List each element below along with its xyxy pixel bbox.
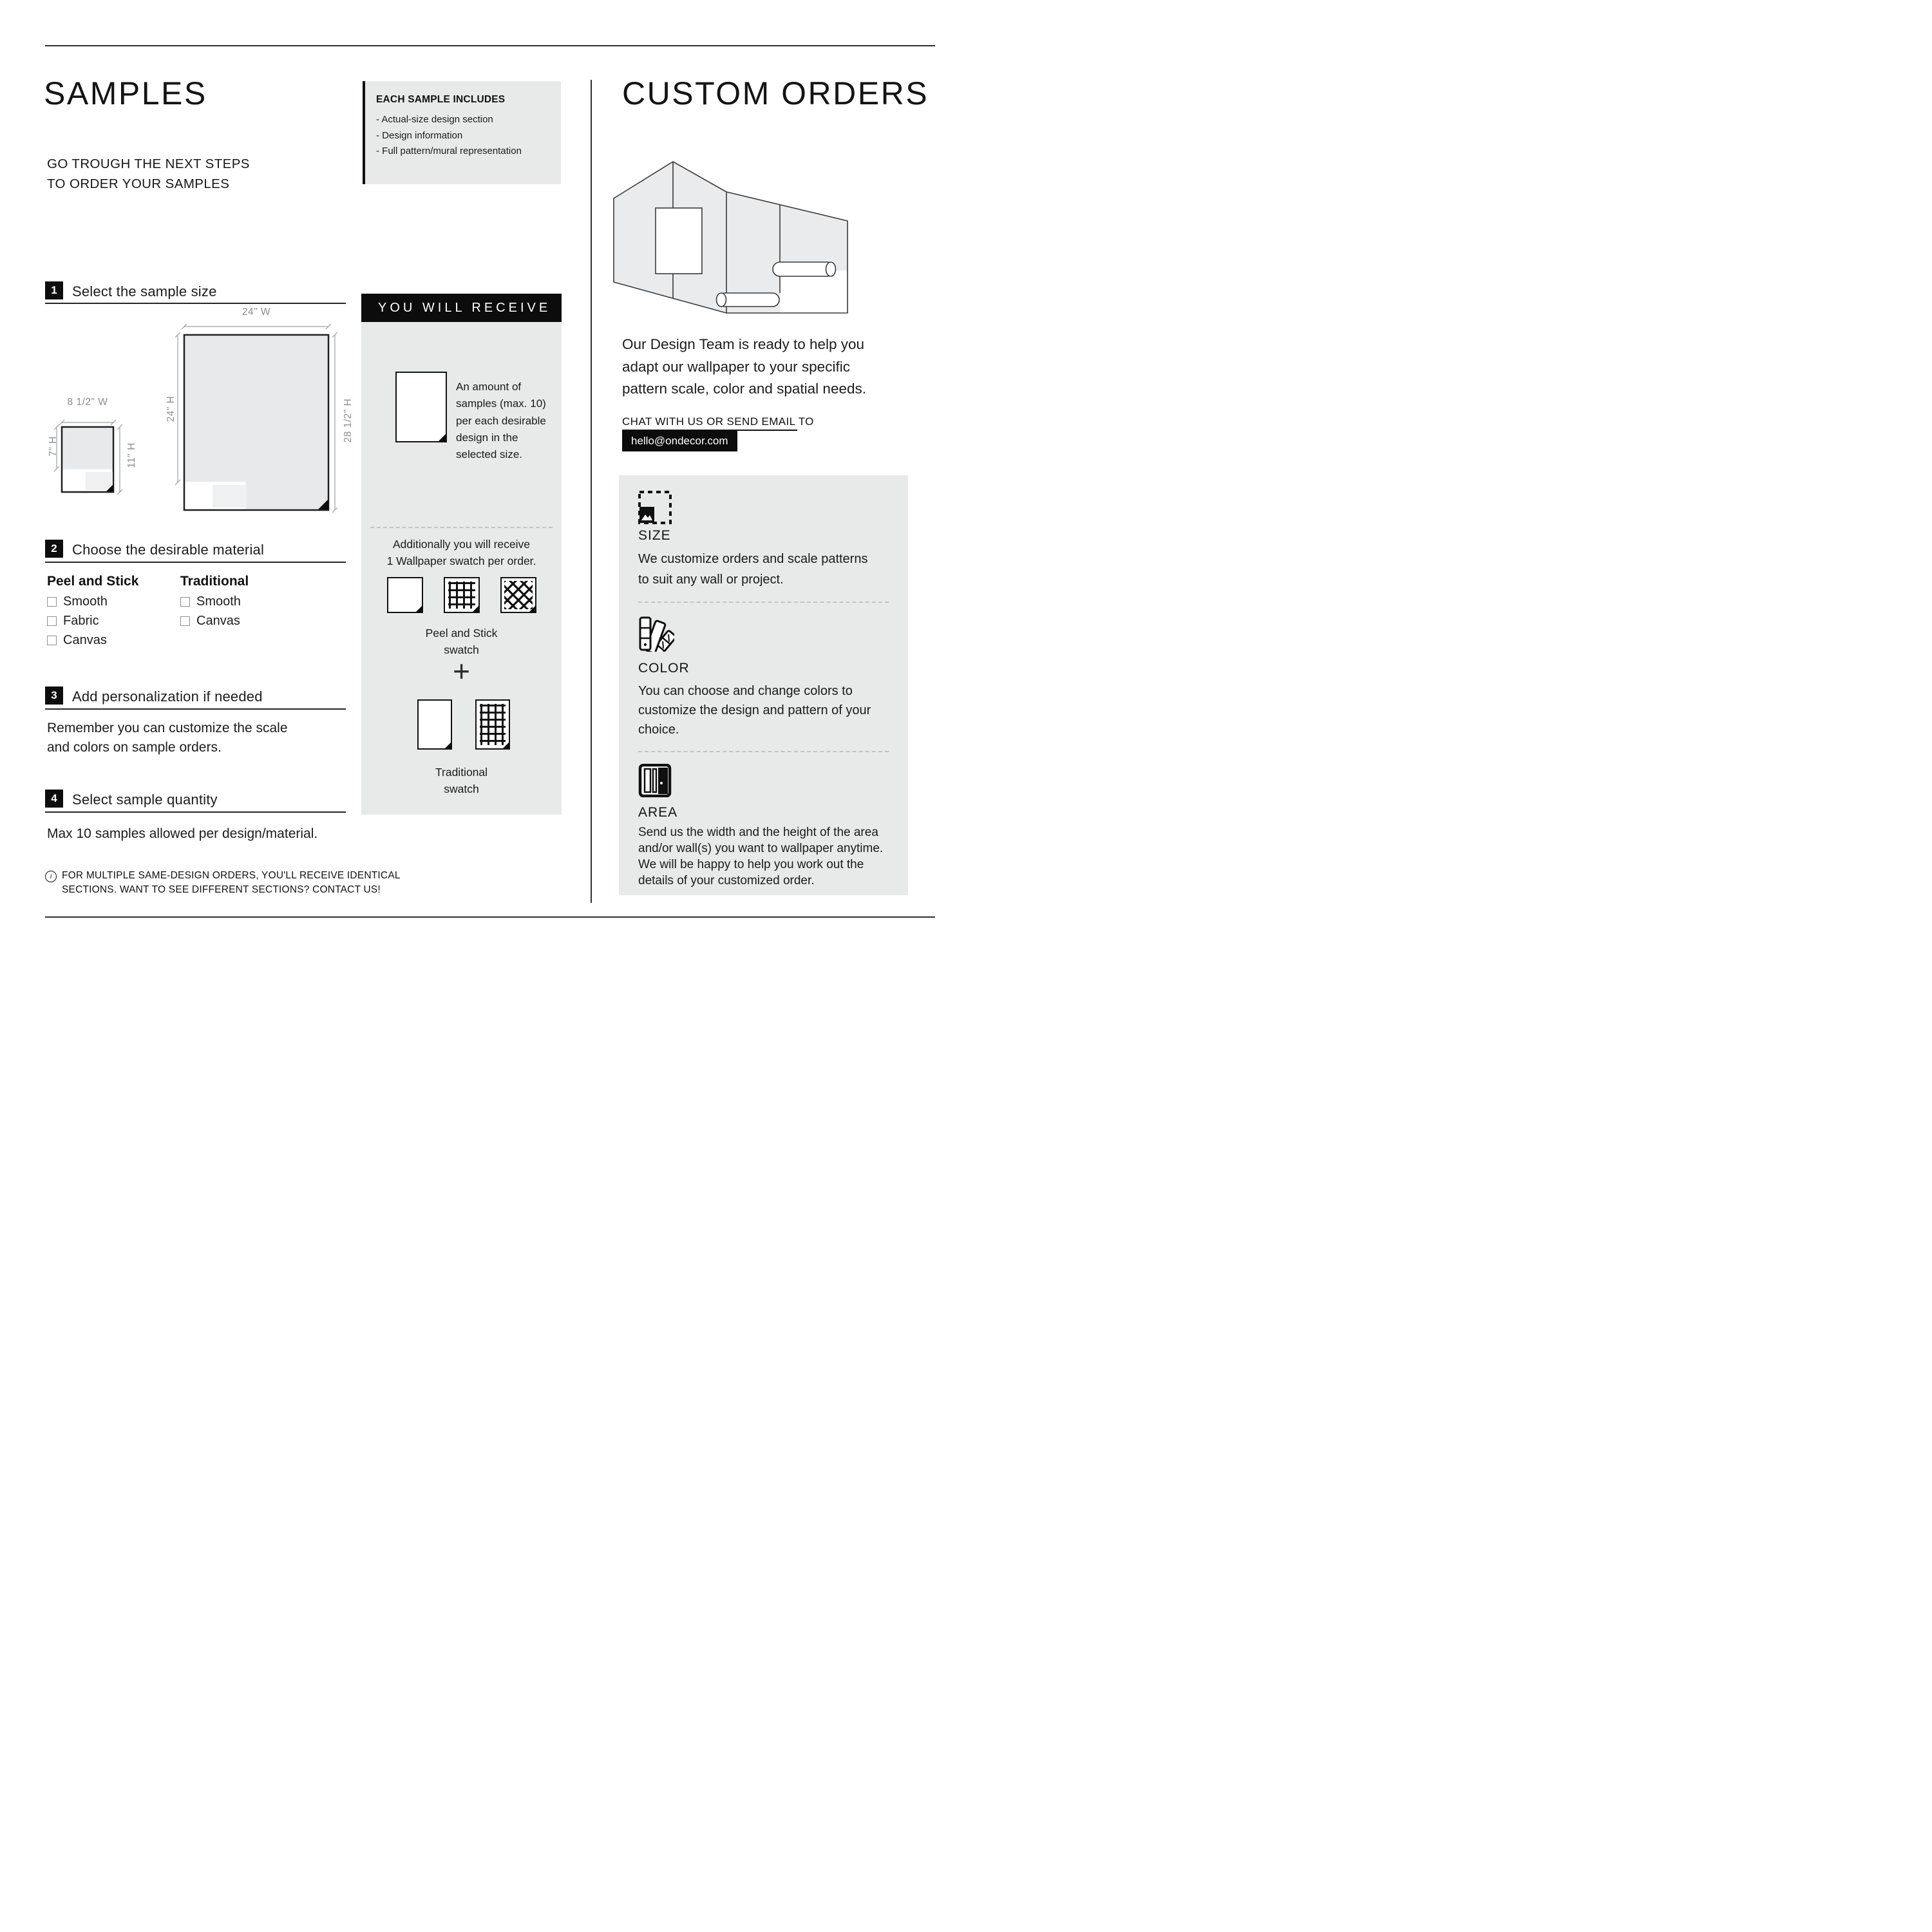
large-width-label: 24" W (242, 307, 271, 317)
column-divider (591, 80, 592, 903)
checkbox[interactable] (180, 597, 190, 607)
peel-and-stick-heading: Peel and Stick (47, 574, 139, 589)
step-4-underline (45, 811, 346, 813)
panel-dashed-divider (638, 601, 889, 603)
custom-intro-line2: adapt our wallpaper to your specific (622, 358, 850, 375)
plus-icon: + (453, 654, 470, 688)
custom-orders-panel (619, 475, 908, 895)
custom-intro-line3: pattern scale, color and spatial needs. (622, 381, 866, 397)
checkbox-label: Smooth (196, 594, 241, 609)
includes-heading: EACH SAMPLE INCLUDES (376, 94, 506, 105)
step-1-label: Select the sample size (72, 283, 217, 299)
grid-pattern (448, 582, 475, 609)
step-2-underline (45, 562, 346, 563)
grid-traditional-swatch-icon (475, 699, 510, 750)
step-3-text-line1: Remember you can customize the scale (47, 721, 288, 735)
grid-pattern (480, 704, 506, 745)
step-3-label: Add personalization if needed (72, 688, 263, 705)
traditional-option-canvas (180, 614, 240, 629)
folded-corner-icon (472, 605, 479, 612)
house-wallpaper-illustration (613, 161, 849, 314)
area-text-line3: We will be happy to help you work out the (638, 858, 864, 871)
bottom-rule (45, 916, 935, 918)
checkbox-label: Canvas (196, 614, 240, 628)
folded-corner-icon (444, 742, 451, 749)
step-4-text: Max 10 samples allowed per design/material. (47, 826, 318, 841)
chat-label: CHAT WITH US OR SEND EMAIL TO (622, 415, 814, 428)
grid-swatch-icon (444, 577, 480, 613)
checkbox[interactable] (47, 597, 57, 607)
size-text-line1: We customize orders and scale patterns (638, 552, 868, 566)
additionally-line1: Additionally you will receive (392, 538, 531, 551)
checkbox[interactable] (47, 636, 57, 645)
checkbox-label: Canvas (63, 633, 107, 647)
size-text (638, 549, 867, 590)
custom-orders-title: CUSTOM ORDERS (622, 75, 929, 111)
footnote-line2: SECTIONS. WANT TO SEE DIFFERENT SECTIONS? CONTACT US! (62, 884, 381, 895)
crosshatch-swatch-icon (500, 577, 536, 613)
additionally-line2: 1 Wallpaper swatch per order. (386, 554, 536, 567)
area-text-line4: details of your customized order. (638, 874, 815, 887)
amount-text: An amount of samples (max. 10) per each desirable design in the selected size. (456, 381, 546, 461)
plain-swatch-icon (387, 577, 423, 613)
custom-intro-line1: Our Design Team is ready to help you (622, 336, 865, 352)
checkbox-label: Smooth (63, 594, 108, 609)
color-text (638, 681, 871, 739)
includes-item: - Full pattern/mural representation (376, 146, 522, 156)
size-crop-icon (638, 491, 672, 524)
area-text-line2: and/or wall(s) you want to wallpaper anytime. (638, 842, 884, 855)
step-3-text-line2: and colors on sample orders. (47, 740, 222, 755)
area-heading: AREA (638, 805, 678, 820)
poster-page (0, 0, 966, 966)
each-sample-includes-box (363, 81, 561, 184)
step-1-number (45, 281, 63, 299)
samples-title: SAMPLES (44, 75, 207, 111)
peel-swatch-label-line1: Peel and Stick (425, 627, 498, 639)
step-3-underline (45, 708, 346, 710)
small-height-left-label: 7" H (48, 436, 59, 457)
additionally-text (361, 536, 562, 569)
peel-swatch-label-line2: swatch (444, 643, 479, 656)
includes-item: - Design information (376, 129, 463, 141)
sample-page-icon (395, 372, 447, 442)
large-height-right-label: 28 1/2" H (343, 398, 354, 443)
email-address[interactable]: hello@ondecor.com (622, 431, 737, 451)
large-sample-drawing (165, 318, 365, 527)
color-text-line1: You can choose and change colors to (638, 684, 853, 698)
traditional-swatch-label-line1: Traditional (435, 766, 488, 779)
subtitle-line1: GO TROUGH THE NEXT STEPS (47, 156, 250, 171)
step-1-number-text: 1 (51, 284, 57, 296)
step-4-number (45, 790, 63, 808)
checkbox-label: Fabric (63, 614, 99, 628)
color-swatches-icon (638, 616, 674, 652)
samples-subtitle (47, 155, 250, 194)
you-will-receive-panel (361, 322, 562, 815)
peel-option-smooth (47, 594, 108, 609)
subtitle-line2: TO ORDER YOUR SAMPLES (47, 176, 230, 191)
step-4-number-text: 4 (51, 792, 57, 804)
folded-corner-icon (415, 605, 422, 612)
traditional-option-smooth (180, 594, 241, 609)
top-rule (45, 45, 935, 46)
small-height-right-label: 11" H (126, 442, 137, 468)
small-width-label: 8 1/2" W (67, 397, 108, 408)
size-heading: SIZE (638, 528, 671, 543)
you-will-receive-banner: YOU WILL RECEIVE (361, 294, 562, 322)
panel-dashed-divider (638, 751, 889, 752)
traditional-swatch-label-line2: swatch (444, 782, 479, 795)
traditional-heading: Traditional (180, 574, 249, 589)
peel-option-fabric (47, 614, 99, 629)
step-3-text (47, 719, 288, 757)
color-heading: COLOR (638, 661, 690, 676)
size-text-line2: to suit any wall or project. (638, 573, 784, 587)
color-text-line2: customize the design and pattern of your (638, 703, 871, 717)
large-sample-diagram (165, 307, 365, 529)
folded-corner-icon (529, 605, 536, 612)
email-box[interactable] (622, 431, 737, 451)
peel-option-canvas (47, 633, 107, 648)
color-text-line3: choice. (638, 723, 679, 737)
checkbox[interactable] (47, 616, 57, 626)
mid-dashed-divider (370, 527, 553, 528)
folded-corner-icon (502, 742, 509, 749)
step-2-number-text: 2 (51, 542, 57, 554)
step-1-underline (45, 303, 346, 304)
step-2-number (45, 540, 63, 558)
info-icon: i (45, 871, 57, 882)
area-door-icon (638, 764, 672, 797)
checkbox[interactable] (180, 616, 190, 626)
plain-traditional-swatch-icon (417, 699, 452, 750)
includes-item: - Actual-size design section (376, 114, 493, 125)
area-text-line1: Send us the width and the height of the area (638, 826, 878, 839)
folded-corner-icon (438, 433, 446, 442)
step-2-label: Choose the desirable material (72, 542, 265, 558)
area-text (638, 824, 883, 889)
custom-intro (622, 334, 866, 401)
large-height-left-label: 24" H (166, 395, 176, 422)
step-3-number (45, 687, 63, 705)
step-3-number-text: 3 (51, 689, 57, 701)
footnote-line1: FOR MULTIPLE SAME-DESIGN ORDERS, YOU'LL RECEIVE IDENTICAL (62, 870, 401, 881)
step-4-label: Select sample quantity (72, 791, 218, 808)
traditional-swatch-label (361, 764, 562, 797)
